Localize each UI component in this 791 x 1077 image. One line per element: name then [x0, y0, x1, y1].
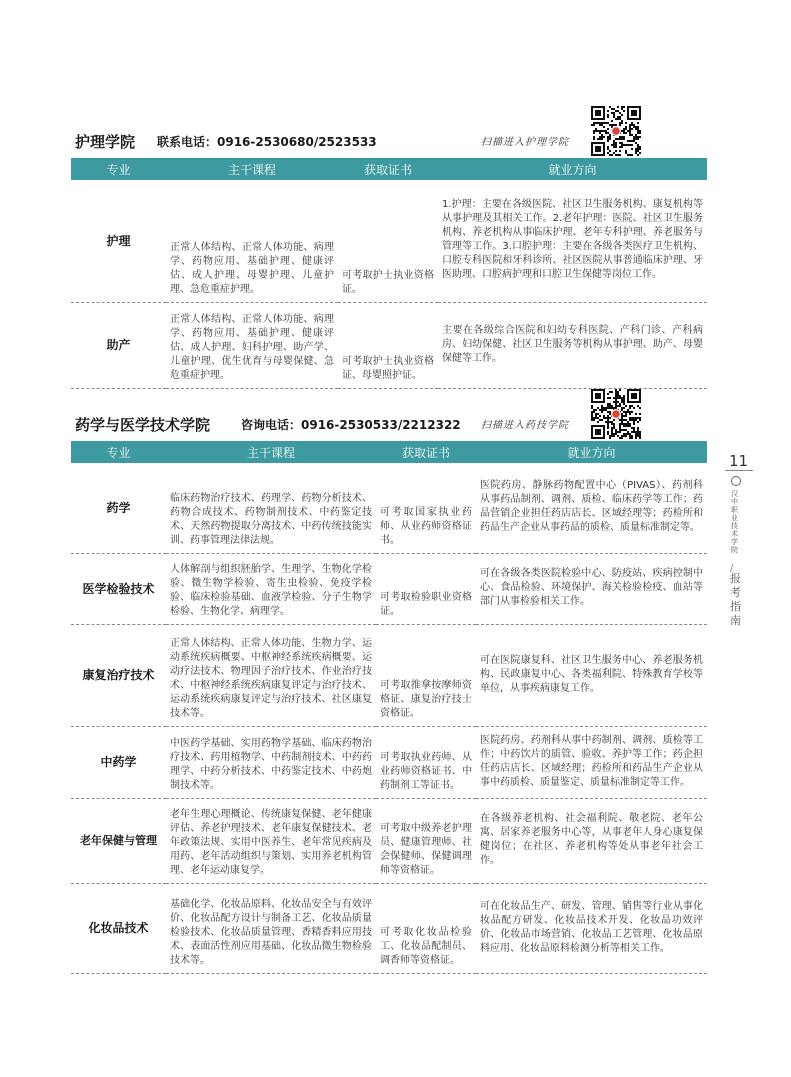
- nursing-table: [71, 158, 707, 389]
- qr-code-icon[interactable]: [591, 106, 641, 156]
- table-row: [71, 302, 707, 388]
- career-text: 1.护理：主要在各级医院、社区卫生服务机构、康复机构等从事护理及其相关工作。2.老年护理：医院、社区卫生服务机构、养老机构从事临床护理、老年专科护理、养老服务与管理等工作。3.口腔护理：主要在各级各类医疗卫生机构、口腔专科医院和牙科诊所、社区医院从事普通临床护理、牙医助理、口腔病护理和口腔卫生保健等岗位工作。: [442, 199, 703, 281]
- cert-cell: [376, 798, 476, 883]
- header-courses: 主干课程: [166, 441, 376, 463]
- career-cell: [476, 463, 707, 553]
- cert-text: 可考取中级养老护理员、健康管理师、社会保健师、保健调理师等资格证。: [380, 822, 472, 876]
- career-text: 医院药房、静脉药物配置中心（PIVAS）、药剂科从事药品制剂、调剂、质检、临床药学等工作；药品营销企业担任药店店长、区域经理等；药检所和药品生产企业从事药品的质检、质量标准制定等。: [480, 480, 703, 534]
- cert-cell: [376, 726, 476, 798]
- table-row: [71, 726, 707, 798]
- header-cert: 获取证书: [338, 158, 438, 180]
- career-text: 可在化妆品生产、研发、管理、销售等行业从事化妆品配方研发、化妆品技术开发、化妆品功效评价、化妆品市场营销、化妆品工艺管理、化妆品原料应用、化妆品原料检测分析等相关工作。: [480, 900, 703, 954]
- cert-cell: [338, 180, 438, 302]
- courses-cell: [166, 624, 376, 726]
- header-career: 就业方向: [438, 158, 707, 180]
- major-name: 药学: [71, 463, 166, 553]
- courses-cell: [166, 726, 376, 798]
- career-text: 在各级养老机构、社会福利院、敬老院、老年公寓、居家养老服务中心等，从事老年人身心康复保健岗位；在社区、养老机构等处从事老年社会工作。: [480, 813, 703, 866]
- table-row: [71, 883, 707, 973]
- major-name: 护理: [71, 180, 166, 302]
- career-text: 可在各级各类医院检验中心、防疫站、疾病控制中心、食品检验、环境保护、海关检验检疫、血站等部门从事检验相关工作。: [480, 568, 703, 607]
- table-row: [71, 463, 707, 553]
- header-courses: 主干课程: [166, 158, 338, 180]
- qr-code-icon[interactable]: [591, 389, 641, 439]
- table-header-row: [71, 441, 707, 463]
- major-name: 化妆品技术: [71, 883, 166, 973]
- guide-label: 报考指南: [730, 572, 741, 627]
- cert-cell: [338, 302, 438, 388]
- section-title: 护理学院: [75, 133, 136, 151]
- career-cell: [438, 302, 707, 388]
- section-header: [71, 393, 707, 441]
- cert-cell: [376, 883, 476, 973]
- career-cell: [476, 883, 707, 973]
- career-cell: [438, 180, 707, 302]
- career-text: 医院药房、药剂科从事中药制剂、调剂、质检等工作；中药饮片的质管、验收、养护等工作；药企担任药店店长、区域经理；药检所和药品生产企业从事中药质检、质量鉴定、质量标准制定等工作。: [480, 734, 703, 788]
- major-name: 医学检验技术: [71, 553, 166, 624]
- school-name: 汉中职业技术学院: [731, 490, 738, 554]
- courses-cell: [166, 463, 376, 553]
- header-cert: 获取证书: [376, 441, 476, 463]
- school-logo-icon: [731, 476, 741, 486]
- major-name: 康复治疗技术: [71, 624, 166, 726]
- career-cell: [476, 624, 707, 726]
- section-title: 药学与医学技术学院: [75, 416, 211, 434]
- cert-cell: [376, 553, 476, 624]
- courses-text: 正常人体结构、正常人体功能、病理学、药物应用、基础护理、健康评估、成人护理、妇科护理、助产学、儿童护理、优生优育与母婴保健、急危重症护理。: [170, 313, 334, 381]
- cert-text: 可考取国家执业药师、从业药师资格证书。: [380, 506, 472, 546]
- cert-text: 可考取护士执业资格证。: [342, 269, 434, 295]
- courses-cell: [166, 180, 338, 302]
- header-career: 就业方向: [476, 441, 707, 463]
- slash-divider: /: [730, 563, 734, 574]
- courses-text: 老年生理心理概论、传统康复保健、老年健康评估、养老护理技术、老年康复保健技术、老年政策法规、实用中医养生、老年常见疾病及用药、老年活动组织与策划、实用养老机构管理、老年运动康复学。: [170, 808, 372, 876]
- divider: [725, 470, 753, 471]
- contact-phone: 咨询电话：0916-2530533/2212322: [241, 418, 461, 432]
- contact-phone: 联系电话：0916-2530680/2523533: [157, 135, 377, 149]
- table-header-row: [71, 158, 707, 180]
- major-name: 助产: [71, 302, 166, 388]
- section-header: [71, 110, 707, 158]
- page-number: 11: [729, 452, 749, 470]
- courses-cell: [166, 553, 376, 624]
- cert-text: 可考取护士执业资格证、母婴照护证。: [342, 355, 434, 381]
- career-text: 可在医院康复科、社区卫生服务中心、养老服务机构、民政康复中心、各类福利院、特殊教育学校等单位，从事疾病康复工作。: [480, 654, 703, 694]
- table-row: [71, 624, 707, 726]
- cert-text: 可考取推拿按摩师资格证、康复治疗技士资格证。: [380, 679, 472, 719]
- pharmacy-table: [71, 441, 707, 974]
- scan-hint: 扫描进入药技学院: [481, 420, 569, 431]
- major-name: 老年保健与管理: [71, 798, 166, 883]
- courses-text: 正常人体结构、正常人体功能、病理学、药物应用、基础护理、健康评估、成人护理、母婴护理、儿童护理、急危重症护理。: [170, 241, 334, 295]
- career-cell: [476, 553, 707, 624]
- table-row: [71, 180, 707, 302]
- courses-text: 中医药学基础、实用药物学基础、临床药物治疗技术、药用植物学、中药制剂技术、中药药理学、中药分析技术、中药鉴定技术、中药炮制技术等。: [170, 737, 372, 791]
- scan-hint: 扫描进入护理学院: [481, 137, 569, 148]
- cert-cell: [376, 624, 476, 726]
- career-text: 主要在各级综合医院和妇幼专科医院、产科门诊、产科病房、妇幼保健、社区卫生服务等机构从事护理、助产、母婴保健等工作。: [442, 324, 703, 364]
- courses-text: 人体解剖与组织胚胎学、生理学、生物化学检验、微生物学检验、寄生虫检验、免疫学检验、临床检验基础、血液学检验、分子生物学检验、生物化学、病理学。: [170, 563, 372, 617]
- courses-cell: [166, 798, 376, 883]
- cert-text: 可考取执业药师、从业药师资格证书、中药制剂工等证书。: [380, 751, 472, 791]
- header-major: 专业: [71, 441, 166, 463]
- cert-cell: [376, 463, 476, 553]
- nursing-section: [71, 110, 707, 389]
- courses-text: 正常人体结构、正常人体功能、生物力学、运动系统疾病概要、中枢神经系统疾病概要、运动疗法技术、物理因子治疗技术、作业治疗技术、中枢神经系统疾病康复评定与治疗技术、运动系统疾病康复评定与治疗技术、社区康复技术等。: [170, 637, 372, 719]
- header-major: 专业: [71, 158, 166, 180]
- table-row: [71, 798, 707, 883]
- career-cell: [476, 726, 707, 798]
- courses-text: 临床药物治疗技术、药理学、药物分析技术、药物合成技术、药物制剂技术、中药鉴定技术、天然药物提取分离技术、中药传统技能实训、药事管理法律法规。: [170, 492, 372, 546]
- career-cell: [476, 798, 707, 883]
- cert-text: 可考取化妆品检验工、化妆品配制员、调香师等资格证。: [380, 926, 472, 966]
- major-name: 中药学: [71, 726, 166, 798]
- courses-text: 基础化学、化妆品原料、化妆品安全与有效评价、化妆品配方设计与制备工艺、化妆品质量检验技术、化妆品质量管理、香精香料应用技术、表面活性剂应用基础、化妆品微生物检验技术等。: [170, 898, 372, 966]
- cert-text: 可考取检验职业资格证。: [380, 591, 472, 617]
- pharmacy-section: [71, 393, 707, 974]
- courses-cell: [166, 883, 376, 973]
- table-row: [71, 553, 707, 624]
- courses-cell: [166, 302, 338, 388]
